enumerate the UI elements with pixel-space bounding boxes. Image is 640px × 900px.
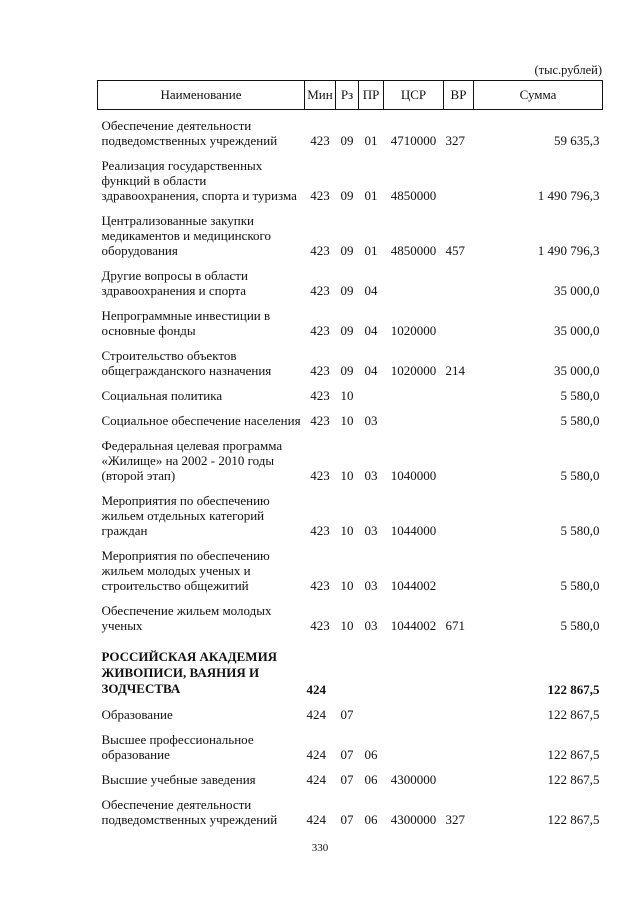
row-csr: 4710000 [390,133,437,148]
row-vr: 214 [445,363,465,378]
table-row [98,300,603,340]
row-vr [444,430,474,485]
row-min: 423 [310,523,330,538]
row-rz: 09 [340,243,354,258]
row-csr: 1020000 [390,363,437,378]
row-vr [444,150,474,205]
header-rz: Рз [336,81,359,110]
row-vr [444,300,474,340]
row-csr [384,260,444,300]
row-rz: 10 [340,618,354,633]
row-sum: 35 000,0 [554,363,600,378]
row-csr: 4850000 [390,188,437,203]
org-sum: 122 867,5 [547,682,600,697]
table-row [98,150,603,205]
row-rz: 09 [340,188,354,203]
row-pr: 01 [364,243,378,258]
table-row [98,380,603,405]
row-vr: 327 [445,812,465,827]
row-pr [359,699,384,724]
row-vr [444,405,474,430]
table-body-org-items [98,699,603,829]
row-sum: 5 580,0 [560,578,600,593]
table-row [98,595,603,635]
row-rz: 10 [340,523,354,538]
row-sum: 35 000,0 [554,283,600,298]
row-name: Образование [101,707,173,722]
page-number: 330 [311,842,329,854]
row-csr: 1044000 [390,523,437,538]
row-min: 423 [310,133,330,148]
row-vr: 671 [445,618,465,633]
row-pr: 06 [364,812,378,827]
row-pr: 01 [364,133,378,148]
row-sum: 59 635,3 [554,133,600,148]
row-sum: 5 580,0 [560,523,600,538]
row-csr: 4850000 [390,243,437,258]
row-min: 423 [310,188,330,203]
row-csr [384,405,444,430]
row-sum: 122 867,5 [547,812,600,827]
table-row [98,699,603,724]
header-sum: Сумма [474,81,603,110]
table-row [98,205,603,260]
row-rz: 07 [340,812,354,827]
header-csr: ЦСР [384,81,444,110]
row-vr [444,699,474,724]
table-row [98,430,603,485]
row-vr [444,540,474,595]
row-pr: 03 [364,523,378,538]
row-min: 424 [306,772,326,787]
row-vr: 327 [445,133,465,148]
row-csr: 4300000 [390,812,437,827]
row-rz: 10 [340,578,354,593]
org-row [98,647,603,699]
row-sum: 5 580,0 [560,468,600,483]
row-pr: 04 [364,323,378,338]
row-name: Мероприятия по обеспечению жильем молодых ученых и строительство общежитий [101,548,270,593]
row-rz: 09 [340,363,354,378]
row-rz: 07 [340,707,354,722]
row-rz: 09 [340,323,354,338]
header-pr: ПР [359,81,384,110]
row-name: Высшие учебные заведения [101,772,256,787]
row-name: Другие вопросы в области здравоохранения и спорта [101,268,248,298]
row-sum: 122 867,5 [547,772,600,787]
row-pr: 03 [364,618,378,633]
org-name: РОССИЙСКАЯ АКАДЕМИЯ ЖИВОПИСИ, ВАЯНИЯ И ЗОДЧЕСТВА [101,649,278,696]
row-vr: 457 [445,243,465,258]
row-rz: 10 [340,468,354,483]
row-vr [444,260,474,300]
row-csr: 1044002 [390,618,437,633]
row-pr [359,380,384,405]
row-name: Федеральная целевая программа «Жилище» на 2002 - 2010 годы (второй этап) [101,438,283,483]
row-rz: 07 [340,747,354,762]
row-rz: 09 [340,133,354,148]
row-pr: 01 [364,188,378,203]
org-min: 424 [306,682,326,697]
row-min: 423 [310,578,330,593]
row-min: 424 [306,707,326,722]
row-rz: 09 [340,283,354,298]
row-vr [444,485,474,540]
table-row [98,110,603,151]
table-header-row [98,81,603,110]
row-rz: 10 [340,388,354,403]
row-csr [384,724,444,764]
row-name: Централизованные закупки медикаментов и медицинского оборудования [101,213,272,258]
row-sum: 1 490 796,3 [537,243,600,258]
row-sum: 35 000,0 [554,323,600,338]
table-row [98,724,603,764]
table-row [98,485,603,540]
row-min: 423 [310,468,330,483]
row-min: 423 [310,323,330,338]
row-csr: 4300000 [390,772,437,787]
table-row [98,260,603,300]
table-row [98,540,603,595]
table-body-org-424 [98,635,603,699]
row-csr: 1040000 [390,468,437,483]
row-pr: 03 [364,578,378,593]
row-sum: 5 580,0 [560,388,600,403]
table-body-ministry-423 [98,110,603,636]
row-sum: 5 580,0 [560,618,600,633]
row-rz: 10 [340,413,354,428]
unit-note: (тыс.рублей) [534,63,602,77]
row-sum: 1 490 796,3 [537,188,600,203]
row-name: Обеспечение жильем молодых ученых [101,603,272,633]
row-min: 423 [310,388,330,403]
row-pr: 03 [364,413,378,428]
row-min: 424 [306,747,326,762]
row-pr: 06 [364,747,378,762]
row-csr [384,699,444,724]
table-row [98,764,603,789]
row-csr [384,380,444,405]
row-sum: 5 580,0 [560,413,600,428]
table-row [98,340,603,380]
header-vr: ВР [444,81,474,110]
header-min: Мин [305,81,336,110]
row-name: Обеспечение деятельности подведомственных учреждений [101,797,278,827]
row-csr: 1020000 [390,323,437,338]
row-min: 423 [310,363,330,378]
row-sum: 122 867,5 [547,707,600,722]
row-name: Строительство объектов общегражданского назначения [101,348,272,378]
row-pr: 04 [364,283,378,298]
header-name: Наименование [98,81,305,110]
row-vr [444,380,474,405]
row-min: 423 [310,283,330,298]
row-pr: 03 [364,468,378,483]
row-csr: 1044002 [390,578,437,593]
row-rz: 07 [340,772,354,787]
row-sum: 122 867,5 [547,747,600,762]
row-min: 423 [310,413,330,428]
row-name: Обеспечение деятельности подведомственных учреждений [101,118,278,148]
row-min: 423 [310,618,330,633]
row-name: Непрограммные инвестиции в основные фонды [101,308,271,338]
row-min: 424 [306,812,326,827]
row-name: Социальное обеспечение населения [101,413,301,428]
row-name: Мероприятия по обеспечению жильем отдельных категорий граждан [101,493,270,538]
row-pr: 06 [364,772,378,787]
budget-table [97,80,603,829]
table-row [98,405,603,430]
row-vr [444,724,474,764]
row-pr: 04 [364,363,378,378]
row-min: 423 [310,243,330,258]
table-row [98,789,603,829]
row-name: Социальная политика [101,388,223,403]
row-name: Реализация государственных функций в области здравоохранения, спорта и туризма [101,158,297,203]
row-name: Высшее профессиональное образование [101,732,254,762]
row-vr [444,764,474,789]
